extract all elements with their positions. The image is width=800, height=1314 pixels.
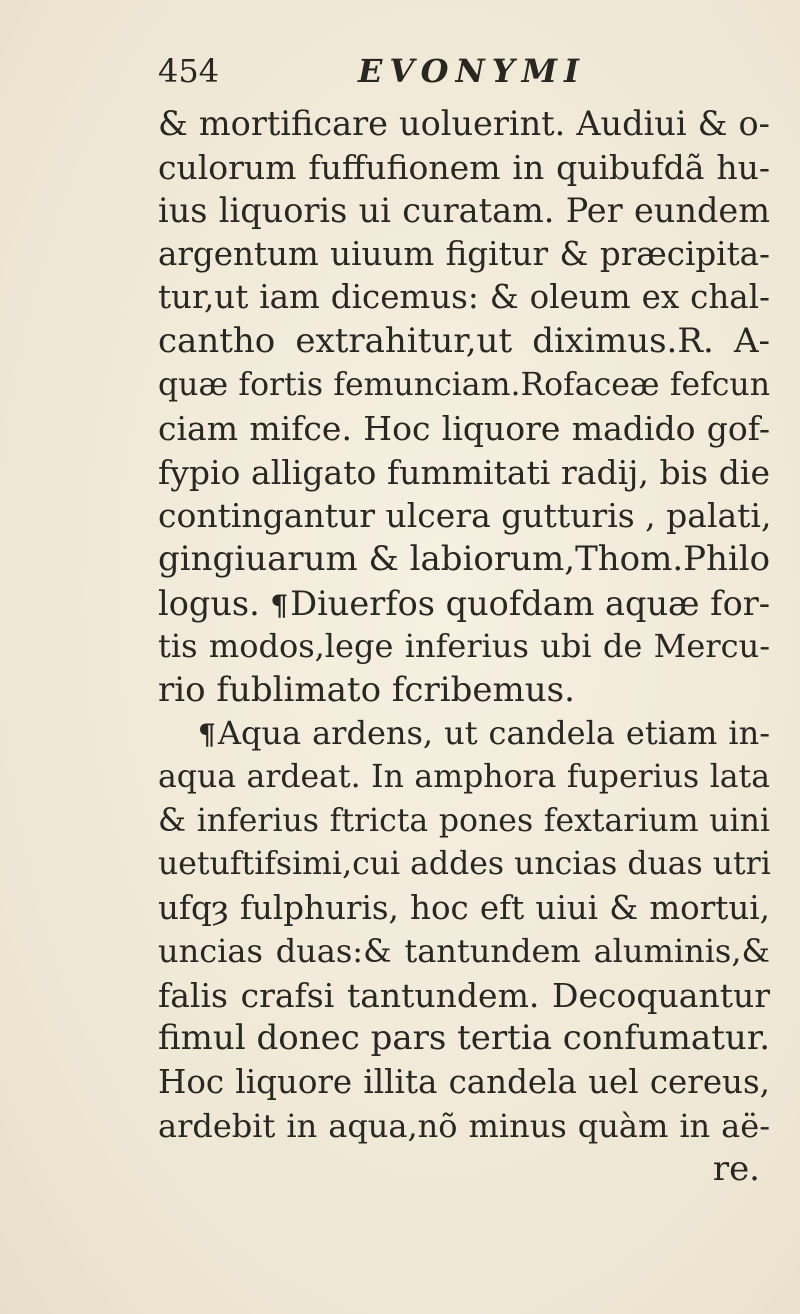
text-line: & mortificare uoluerint. Audiui & o-: [158, 104, 770, 143]
text-segment: Diuerfos quofdam aquæ for-: [290, 583, 771, 623]
text-line: ius liquoris ui curatam. Per eundem: [158, 191, 770, 231]
text-line: uncias duas:& tantundem aluminis,&: [158, 932, 770, 971]
pilcrow-mark: ¶: [198, 718, 216, 752]
text-line: aqua ardeat. In amphora fuperius lata: [158, 758, 770, 795]
text-line: [158, 712, 770, 756]
running-title: EVONYMI: [358, 52, 587, 90]
text-line: falis crafsi tantundem. Decoquantur: [158, 975, 770, 1015]
text-line: uetuftifsimi,cui addes uncias duas utri: [158, 846, 771, 883]
text-line: argentum uiuum figitur & præcipita-: [158, 234, 770, 273]
text-line: cantho extrahitur,ut diximus.R. A-: [158, 320, 770, 361]
text-line: & inferius ftricta pones fextarium uini: [158, 802, 770, 839]
text-line: fimul donec pars tertia confumatur.: [158, 1018, 771, 1059]
text-segment: logus.: [158, 583, 260, 623]
pilcrow-mark: ¶: [270, 588, 289, 622]
text-line: contingantur ulcera gutturis , palati,: [158, 496, 772, 536]
text-line: culorum fuffufionem in quibufdã hu-: [158, 147, 770, 187]
page-header: [158, 52, 758, 102]
text-line: [158, 582, 770, 626]
text-segment: Aqua ardens, ut candela etiam in-: [217, 714, 770, 753]
page-number: 454: [158, 52, 220, 90]
text-line: Hoc liquore illita candela uel cereus,: [158, 1063, 770, 1102]
text-line: ardebit in aqua,nõ minus quàm in aë-: [158, 1106, 770, 1145]
body-text: [158, 102, 770, 1192]
text-line: gingiuarum & labiorum,Thom.Philo: [158, 538, 771, 579]
text-line: fypio alligato fummitati radij, bis die: [158, 452, 770, 492]
text-line: tis modos,lege inferius ubi de Mercu-: [158, 627, 770, 666]
text-line: ufqȝ fulphuris, hoc eft uiui & mortui,: [158, 888, 770, 927]
text-line: ciam mifce. Hoc liquore madido gof-: [158, 409, 770, 449]
text-line: tur,ut iam dicemus: & oleum ex chal-: [158, 278, 770, 317]
text-line: rio fublimato fcribemus.: [158, 669, 575, 710]
catchword: re.: [712, 1149, 760, 1190]
text-line: quæ fortis femunciam.Rofaceæ fefcun: [158, 366, 770, 403]
